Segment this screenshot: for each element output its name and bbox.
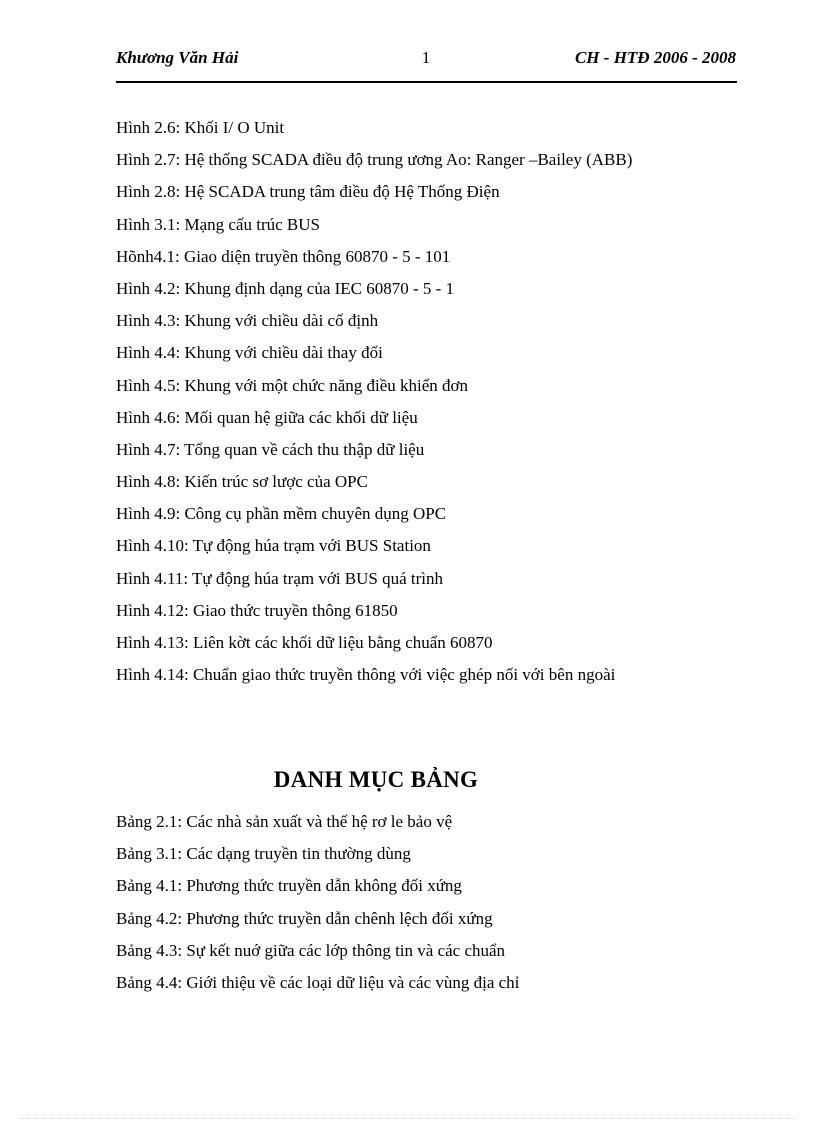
- table-item: Bảng 2.1: Các nhà sản xuất và thế hệ rơ le bảo vệ: [116, 812, 453, 831]
- course-code: CH - HTĐ 2006 - 2008: [574, 48, 736, 67]
- table-item: Bảng 4.2: Phương thức truyền dẫn chênh lệch đối xứng: [116, 908, 493, 928]
- table-list-title: DANH MỤC BẢNG: [273, 767, 479, 792]
- page-bottom-border: [20, 1118, 796, 1119]
- table-list: [116, 810, 756, 1003]
- figure-item: Hình 4.7: Tổng quan về cách thu thập dữ liệu: [116, 439, 425, 459]
- figure-item: Hình 3.1: Mạng cấu trúc BUS: [116, 214, 320, 234]
- table-item: Bảng 3.1: Các dạng truyền tin thường dùng: [116, 844, 411, 864]
- figure-item: Hình 4.3: Khung với chiều dài cố định: [116, 311, 379, 331]
- table-item: Bảng 4.1: Phương thức truyền dẫn không đối xứng: [116, 876, 462, 896]
- page-number: 1: [421, 48, 431, 67]
- figure-item: Hình 2.8: Hệ SCADA trung tâm điều độ Hệ Thống Điện: [116, 182, 500, 202]
- figure-item: Hình 4.9: Công cụ phần mềm chuyên dụng OPC: [116, 504, 447, 524]
- figure-item: Hình 4.8: Kiến trúc sơ lược của OPC: [116, 472, 368, 492]
- author-name: Khương Văn Hải: [116, 48, 239, 67]
- table-item: Bảng 4.4: Giới thiệu về các loại dữ liệu và các vùng địa chỉ: [116, 972, 520, 992]
- figure-list: [116, 116, 756, 695]
- header-divider: [116, 81, 737, 83]
- figure-item: Hình 4.5: Khung với một chức năng điều khiển đơn: [116, 375, 469, 395]
- figure-item: Hình 4.11: Tự động húa trạm với BUS quá trình: [116, 568, 444, 588]
- figure-item: Hình 4.2: Khung định dạng của IEC 60870 - 5 - 1: [116, 278, 455, 298]
- figure-item: Hình 4.12: Giao thức truyền thông 61850: [116, 600, 398, 620]
- figure-item: Hình 4.4: Khung với chiều dài thay đổi: [116, 343, 383, 363]
- figure-item: Hình 4.14: Chuẩn giao thức truyền thông với việc ghép nối với bên ngoài: [116, 665, 616, 685]
- figure-item: Hình 4.6: Mối quan hệ giữa các khối dữ liệu: [116, 407, 418, 427]
- page-header: [116, 48, 736, 72]
- figure-item: Hõnh4.1: Giao diện truyền thông 60870 - 5 - 101: [116, 246, 451, 266]
- table-item: Bảng 4.3: Sự kết nuớ giữa các lớp thông tin và các chuẩn: [116, 940, 506, 960]
- figure-item: Hình 4.10: Tự động húa trạm với BUS Station: [116, 536, 431, 556]
- figure-item: Hình 4.13: Liên kờt các khối dữ liệu bằng chuẩn 60870: [116, 633, 493, 652]
- figure-item: Hình 2.7: Hệ thống SCADA điều độ trung ương Ao: Ranger –Bailey (ABB): [116, 150, 633, 170]
- figure-item: Hình 2.6: Khối I/ O Unit: [116, 118, 285, 137]
